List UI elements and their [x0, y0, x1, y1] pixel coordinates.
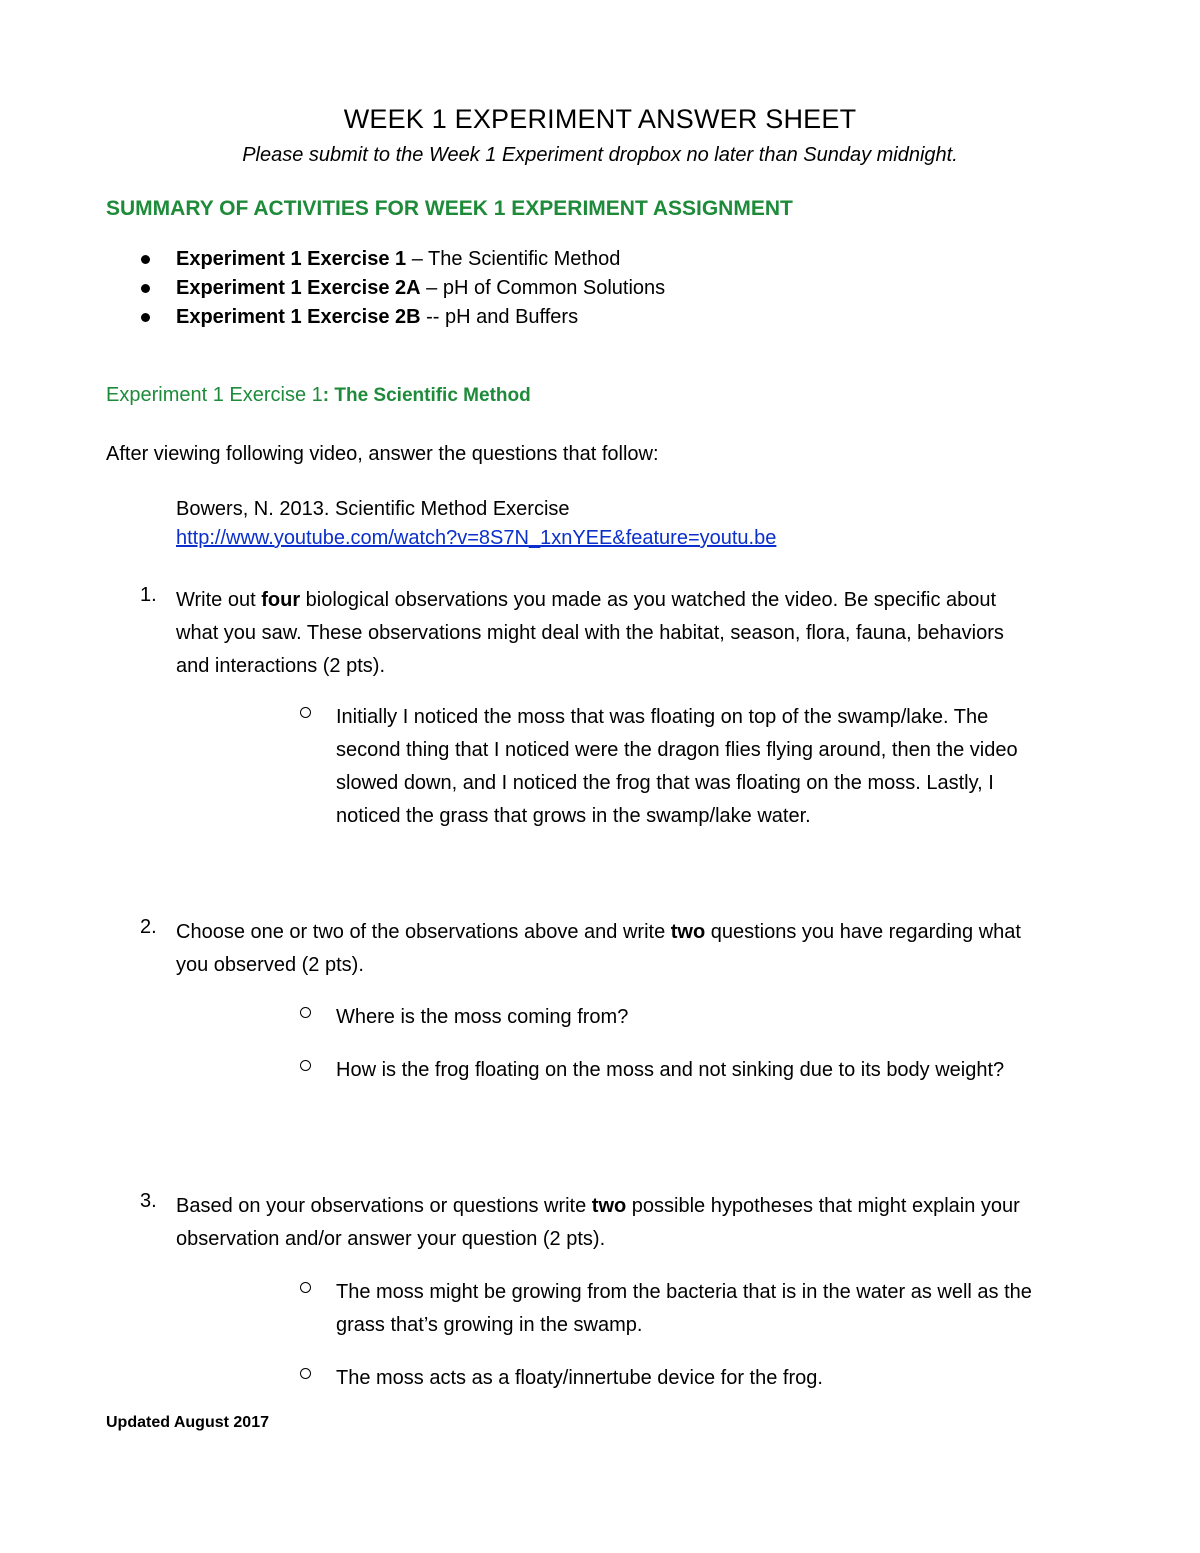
- video-link-wrap: [176, 527, 776, 550]
- exercise-heading: Experiment 1 Exercise 1: The Scientific Method: [106, 384, 531, 406]
- question-number: 3.: [140, 1190, 157, 1212]
- intro-text: After viewing following video, answer the questions that follow:: [106, 443, 659, 465]
- question-number: 2.: [140, 916, 157, 938]
- activity-item: Experiment 1 Exercise 2A – pH of Common Solutions: [176, 277, 665, 300]
- video-citation: Bowers, N. 2013. Scientific Method Exercise: [176, 498, 570, 520]
- activity-item: Experiment 1 Exercise 2B -- pH and Buffers: [176, 306, 578, 329]
- circle-bullet-icon: [300, 707, 311, 718]
- bullet-icon: [141, 284, 150, 293]
- question-number: 1.: [140, 584, 157, 606]
- question-3: 3. Based on your observations or questions write two possible hypotheses that might explain your observation and/or answer your question (2 pts).: [140, 1190, 1020, 1250]
- video-link[interactable]: http://www.youtube.com/watch?v=8S7N_1xnYEE&feature=youtu.be: [176, 527, 777, 549]
- page-title: WEEK 1 EXPERIMENT ANSWER SHEET: [343, 104, 857, 134]
- answer-item: How is the frog floating on the moss and not sinking due to its body weight?: [336, 1054, 1004, 1087]
- circle-bullet-icon: [300, 1060, 311, 1071]
- question-1: 1. Write out four biological observations you made as you watched the video. Be specific about what you saw. These observations might deal with the habitat, season, flora, fauna, behaviors and interactions (2 pts).: [140, 584, 1004, 677]
- answer-item: The moss might be growing from the bacteria that is in the water as well as the grass that’s growing in the swamp.: [336, 1276, 1032, 1342]
- question-2: 2. Choose one or two of the observations above and write two questions you have regarding what you observed (2 pts).: [140, 916, 1021, 976]
- circle-bullet-icon: [300, 1282, 311, 1293]
- circle-bullet-icon: [300, 1007, 311, 1018]
- answer-item: Where is the moss coming from?: [336, 1001, 628, 1034]
- circle-bullet-icon: [300, 1368, 311, 1379]
- bullet-icon: [141, 313, 150, 322]
- answer-item: The moss acts as a floaty/innertube device for the frog.: [336, 1362, 823, 1395]
- page-footer: Updated August 2017: [106, 1414, 269, 1431]
- bullet-icon: [141, 255, 150, 264]
- page-subtitle: Please submit to the Week 1 Experiment dropbox no later than Sunday midnight.: [242, 144, 958, 166]
- answer-item: Initially I noticed the moss that was floating on top of the swamp/lake. The second thing that I noticed were the dragon flies flying around, then the video slowed down, and I noticed the frog that was floating on the moss. Lastly, I noticed the grass that grows in the swamp/lake water.: [336, 701, 1018, 833]
- summary-heading: SUMMARY OF ACTIVITIES FOR WEEK 1 EXPERIMENT ASSIGNMENT: [106, 197, 793, 220]
- activity-item: Experiment 1 Exercise 1 – The Scientific Method: [176, 248, 620, 271]
